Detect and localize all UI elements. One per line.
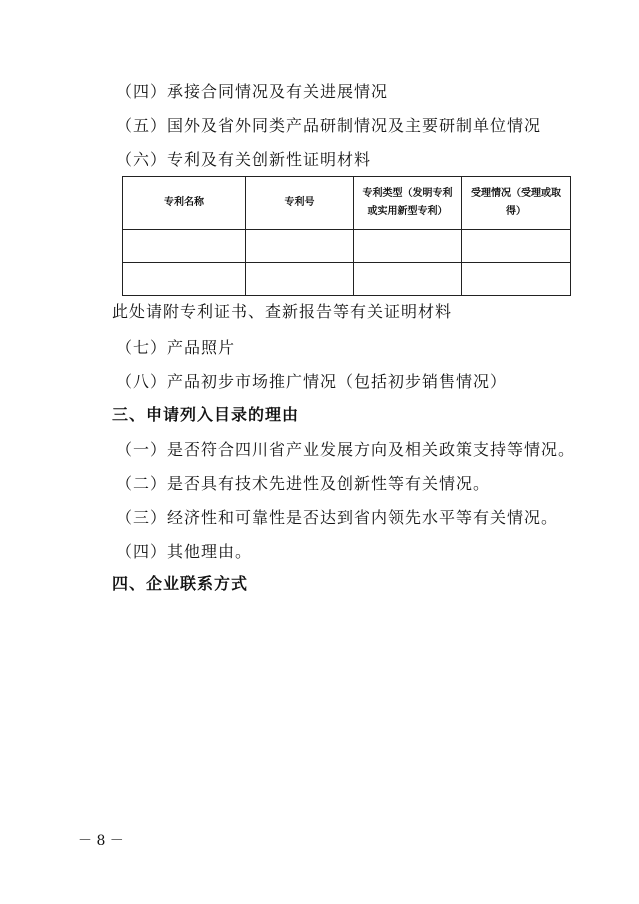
- patent-table: [122, 176, 571, 296]
- item-similar-products: （五）国外及省外同类产品研制情况及主要研制单位情况: [116, 116, 542, 135]
- attachment-note: 此处请附专利证书、查新报告等有关证明材料: [112, 302, 453, 321]
- table-cell: [123, 263, 246, 296]
- header-patent-number: 专利号: [246, 177, 354, 230]
- section-4-title: 四、企业联系方式: [112, 574, 249, 593]
- table-cell: [354, 230, 462, 263]
- table-cell: [246, 263, 354, 296]
- table-cell: [462, 263, 571, 296]
- item-contract-progress: （四）承接合同情况及有关进展情况: [116, 82, 389, 101]
- table-cell: [462, 230, 571, 263]
- item-patents: （六）专利及有关创新性证明材料: [116, 150, 372, 169]
- table-cell: [123, 230, 246, 263]
- page-number: － 8 －: [78, 833, 124, 849]
- header-patent-name: 专利名称: [123, 177, 246, 230]
- item-product-photos: （七）产品照片: [116, 338, 236, 357]
- patent-table-header-row: [123, 177, 571, 230]
- table-row: [123, 230, 571, 263]
- header-patent-type: 专利类型（发明专利或实用新型专利）: [354, 177, 462, 230]
- header-acceptance-status: 受理情况（受理或取得）: [462, 177, 571, 230]
- table-cell: [354, 263, 462, 296]
- item-market-promotion: （八）产品初步市场推广情况（包括初步销售情况）: [116, 372, 508, 391]
- item-technical-advancement: （二）是否具有技术先进性及创新性等有关情况。: [116, 474, 491, 493]
- table-cell: [246, 230, 354, 263]
- item-other-reasons: （四）其他理由。: [116, 542, 253, 561]
- table-row: [123, 263, 571, 296]
- item-economy-reliability: （三）经济性和可靠性是否达到省内领先水平等有关情况。: [116, 508, 559, 527]
- item-policy-alignment: （一）是否符合四川省产业发展方向及相关政策支持等情况。: [116, 440, 576, 459]
- section-3-title: 三、申请列入目录的理由: [112, 405, 300, 424]
